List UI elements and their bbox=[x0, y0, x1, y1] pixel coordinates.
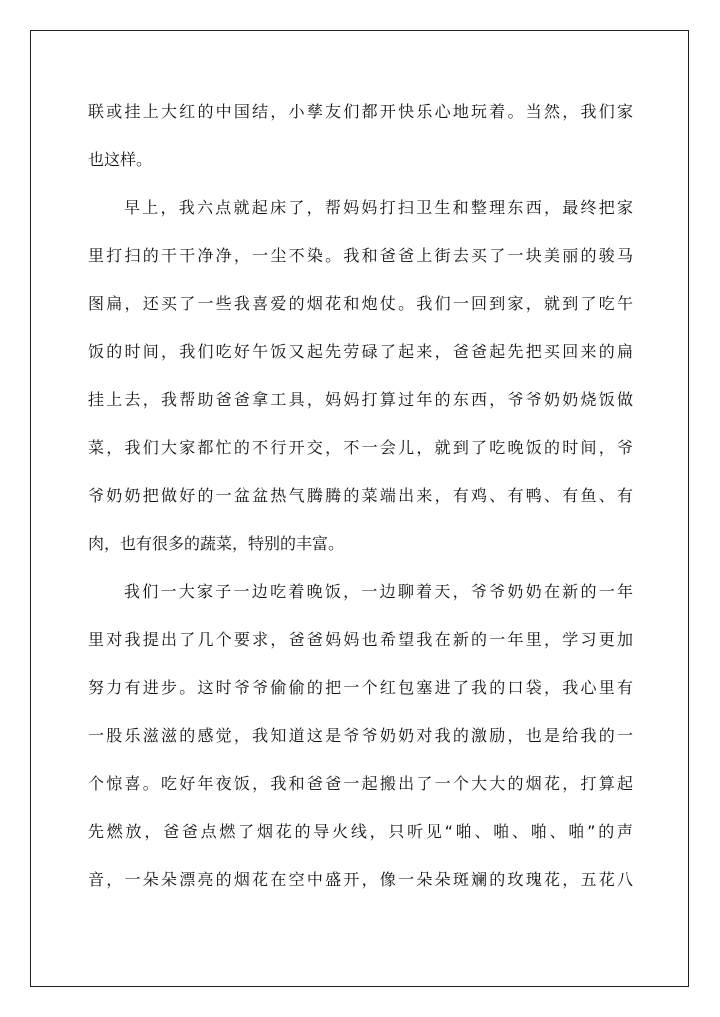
text-line: 挂上去，我帮助爸爸拿工具，妈妈打算过年的东西，爷爷奶奶烧饭做 bbox=[88, 390, 633, 409]
paragraph-start-line: 我们一大家子一边吃着晚饭，一边聊着天，爷爷奶奶在新的一年 bbox=[124, 582, 633, 601]
text-line: 个惊喜。吃好年夜饭，我和爸爸一起搬出了一个大大的烟花，打算起 bbox=[88, 774, 633, 793]
text-line: 也这样。 bbox=[88, 150, 153, 169]
text-line: 一股乐滋滋的感觉，我知道这是爷爷奶奶对我的激励，也是给我的一 bbox=[88, 726, 633, 745]
text-line: 努力有进步。这时爷爷偷偷的把一个红包塞进了我的口袋，我心里有 bbox=[88, 678, 633, 697]
paragraph-start-line: 早上，我六点就起床了，帮妈妈打扫卫生和整理东西，最终把家 bbox=[124, 198, 633, 217]
text-line: 菜，我们大家都忙的不行开交，不一会儿，就到了吃晚饭的时间，爷 bbox=[88, 438, 633, 457]
text-line: 先燃放，爸爸点燃了烟花的导火线，只听见“啪、啪、啪、啪”的声 bbox=[88, 822, 633, 841]
text-line: 饭的时间，我们吃好午饭又起先劳碌了起来，爸爸起先把买回来的扁 bbox=[88, 342, 633, 361]
text-line: 图扁，还买了一些我喜爱的烟花和炮仗。我们一回到家，就到了吃午 bbox=[88, 294, 633, 313]
text-line: 联或挂上大红的中国结，小孳友们都开快乐心地玩着。当然，我们家 bbox=[88, 102, 633, 121]
text-line: 肉，也有很多的蔬菜，特别的丰富。 bbox=[88, 534, 345, 553]
text-line: 音，一朵朵漂亮的烟花在空中盛开，像一朵朵斑斓的玫瑰花，五花八 bbox=[88, 870, 633, 889]
text-line: 里对我提出了几个要求，爸爸妈妈也希望我在新的一年里，学习更加 bbox=[88, 630, 633, 649]
text-line: 爷奶奶把做好的一盆盆热气腾腾的菜端出来，有鸡、有鸭、有鱼、有 bbox=[88, 486, 633, 505]
text-line: 里打扫的干干净净，一尘不染。我和爸爸上街去买了一块美丽的骏马 bbox=[88, 246, 633, 265]
document-body bbox=[88, 88, 633, 904]
